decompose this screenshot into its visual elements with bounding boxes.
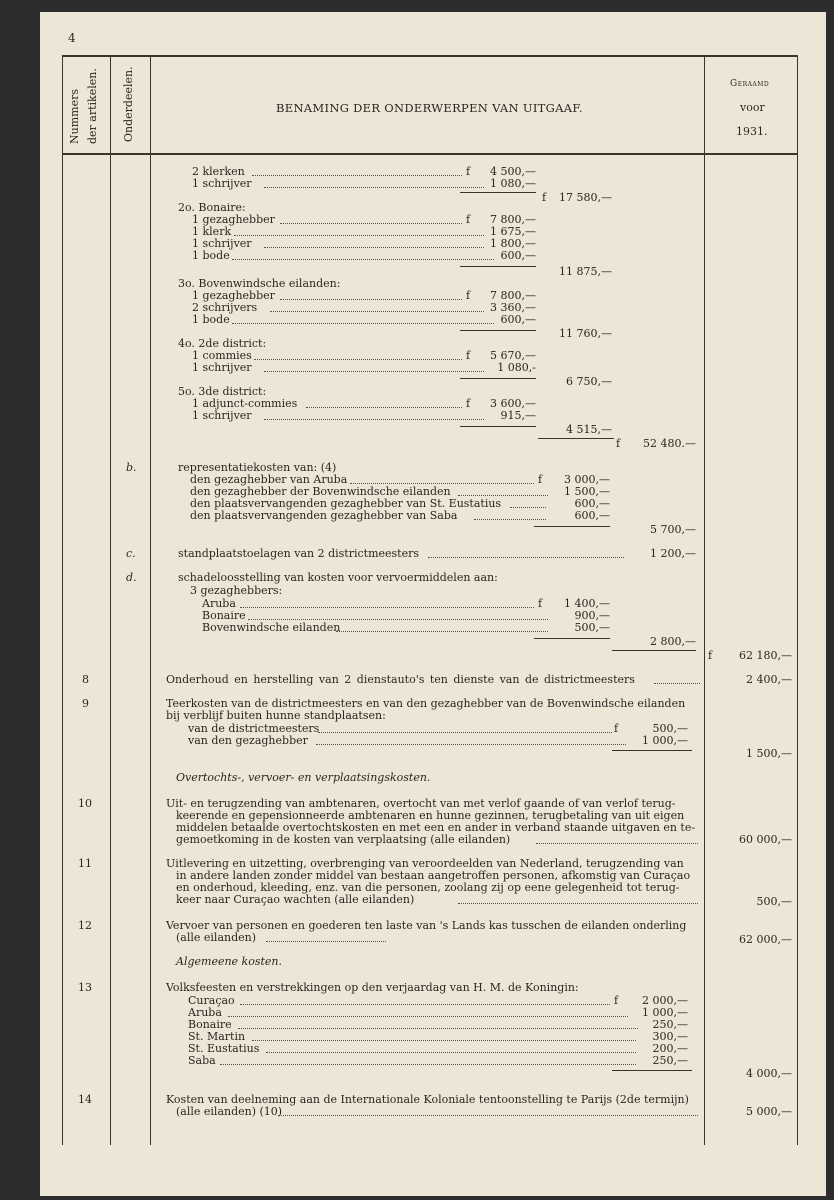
amount: 600,— — [574, 509, 610, 522]
amount: 600,— — [574, 497, 610, 510]
section-heading: representatiekosten van: (4) — [178, 461, 337, 474]
header-voor: voor — [740, 101, 765, 114]
leader-dots — [350, 483, 534, 484]
leader-dots — [232, 259, 494, 260]
amount: 1 500,— — [564, 485, 610, 498]
header-nummers: Nummers — [68, 89, 81, 144]
article-number: 9 — [82, 697, 89, 710]
header-geraamd: Geraamd — [730, 79, 770, 89]
amount: 1 400,— — [564, 597, 610, 610]
sub-letter: c. — [126, 547, 136, 560]
line-label: den plaatsvervangenden gezaghebber van St. Eustatius — [190, 497, 502, 510]
leader-dots — [654, 683, 700, 684]
subtotal-rule — [460, 266, 536, 267]
florin-sign: f — [614, 722, 619, 735]
leader-dots — [510, 507, 546, 508]
amount: 5 670,— — [490, 349, 536, 362]
leader-dots — [220, 1064, 636, 1065]
leader-dots — [336, 631, 548, 632]
amount: 62 180,— — [739, 649, 792, 662]
amount: 7 800,— — [490, 213, 536, 226]
subtotal-rule — [460, 192, 536, 193]
amount: 200,— — [652, 1042, 688, 1055]
column-rule — [704, 55, 705, 1145]
leader-dots — [232, 323, 494, 324]
line-label: den gezaghebber van Aruba — [190, 473, 348, 486]
section-heading: 3o. Bovenwindsche eilanden: — [178, 277, 341, 290]
amount: 1 800,— — [490, 237, 536, 250]
amount: 500,— — [756, 895, 792, 908]
florin-sign: f — [614, 994, 619, 1007]
section-heading: 4o. 2de district: — [178, 337, 267, 350]
article-text: keerende en gepensionneerde ambtenaren en hunne gezinnen, terugbetaling van uit eigen — [176, 809, 685, 822]
leader-dots — [254, 359, 462, 360]
leader-dots — [458, 495, 548, 496]
item-label: Bonaire — [188, 1018, 232, 1031]
leader-dots — [280, 223, 462, 224]
leader-dots — [278, 1115, 698, 1116]
leader-dots — [474, 519, 546, 520]
amount: 4 500,— — [490, 165, 536, 178]
leader-dots — [318, 732, 612, 733]
amount: 250,— — [652, 1054, 688, 1067]
line-label: 1 klerk — [192, 225, 232, 238]
amount: 60 000,— — [739, 833, 792, 846]
section-title: Algemeene kosten. — [176, 955, 282, 968]
article-text: Teerkosten van de districtmeesters en van den gezaghebber van de Bovenwindsche eilanden — [166, 697, 686, 710]
article-text: keer naar Curaçao wachten (alle eilanden) — [176, 893, 415, 906]
document-page — [40, 12, 826, 1196]
article-text: Vervoer van personen en goederen ten laste van 's Lands kas tusschen de eilanden onderling — [166, 919, 687, 932]
leader-dots — [264, 371, 484, 372]
article-text: in andere landen zonder middel van bestaan aangetroffen personen, afkomstig van Curaçao — [176, 869, 691, 882]
article-text: Uitlevering en uitzetting, overbrenging van veroordeelden van Nederland, terugzending van — [166, 857, 684, 870]
line-label: den gezaghebber der Bovenwindsche eilanden — [190, 485, 451, 498]
line-label: 1 gezaghebber — [192, 213, 275, 226]
line-label: Bonaire — [202, 609, 246, 622]
header-top-rule — [62, 55, 798, 57]
amount: 5 000,— — [746, 1105, 792, 1118]
amount: 3 360,— — [490, 301, 536, 314]
leader-dots — [228, 1016, 628, 1017]
florin-sign: f — [466, 397, 471, 410]
amount: 900,— — [574, 609, 610, 622]
sub-letter: d. — [126, 571, 137, 584]
subtotal-rule — [460, 330, 536, 331]
florin-sign: f — [466, 289, 471, 302]
amount: 62 000,— — [739, 933, 792, 946]
florin-sign: f — [466, 213, 471, 226]
amount: 52 480.— — [643, 437, 696, 450]
item-label: Aruba — [188, 1006, 222, 1019]
item-label: St. Eustatius — [188, 1042, 260, 1055]
line-label: Aruba — [202, 597, 236, 610]
line-label: den plaatsvervangenden gezaghebber van Saba — [190, 509, 458, 522]
leader-dots — [458, 903, 698, 904]
florin-sign: f — [538, 597, 543, 610]
article-number: 13 — [78, 981, 92, 994]
sub-letter: b. — [126, 461, 137, 474]
leader-dots — [240, 607, 534, 608]
amount: 2 000,— — [642, 994, 688, 1007]
subtotal-rule — [612, 750, 692, 751]
line-label: 2 klerken — [192, 165, 245, 178]
line-label: 3 gezaghebbers: — [190, 584, 283, 597]
article-text: (alle eilanden) (10) — [176, 1105, 283, 1118]
article-text: bij verblijf buiten hunne standplaatsen: — [166, 709, 386, 722]
header-year: 1931. — [736, 125, 768, 138]
amount: 5 700,— — [650, 523, 696, 536]
subtotal-rule — [460, 378, 536, 379]
line-label: 1 schrijver — [192, 237, 252, 250]
line-label: 1 bode — [192, 249, 230, 262]
line-label: 1 schrijver — [192, 177, 252, 190]
subtotal-rule — [538, 438, 614, 439]
header-benaming: BENAMING DER ONDERWERPEN VAN UITGAAF. — [276, 101, 583, 115]
line-label: 1 schrijver — [192, 361, 252, 374]
subtotal-rule — [534, 638, 610, 639]
amount: 3 600,— — [490, 397, 536, 410]
amount: 4 000,— — [746, 1067, 792, 1080]
amount: 1 080,- — [497, 361, 536, 374]
column-rule — [150, 55, 151, 1145]
amount: 300,— — [652, 1030, 688, 1043]
leader-dots — [536, 843, 698, 844]
amount: 500,— — [574, 621, 610, 634]
item-label: Curaçao — [188, 994, 235, 1007]
subtotal-rule — [460, 426, 536, 427]
header-bottom-rule — [62, 153, 798, 155]
section-heading: 5o. 3de district: — [178, 385, 267, 398]
leader-dots — [238, 1028, 638, 1029]
line-label: van de districtmeesters — [188, 722, 320, 735]
florin-sign: f — [708, 649, 713, 662]
section-heading: schadeloosstelling van kosten voor vervoermiddelen aan: — [178, 571, 498, 584]
amount: 1 500,— — [746, 747, 792, 760]
article-text: en onderhoud, kleeding, enz. van die personen, zoolang zij op eene gelegenheid tot terug- — [176, 881, 680, 894]
amount: 2 400,— — [746, 673, 792, 686]
article-number: 14 — [78, 1093, 92, 1106]
amount: 7 800,— — [490, 289, 536, 302]
article-text: middelen betaalde overtochtskosten en met een en ander in verband staande uitgaven en te- — [176, 821, 696, 834]
line-label: Bovenwindsche eilanden — [202, 621, 341, 634]
amount: 500,— — [652, 722, 688, 735]
amount: 600,— — [500, 313, 536, 326]
article-text: gemoetkoming in de kosten van verplaatsing (alle eilanden) — [176, 833, 511, 846]
amount: 1 000,— — [642, 734, 688, 747]
amount: 11 760,— — [559, 327, 612, 340]
article-number: 8 — [82, 673, 89, 686]
leader-dots — [306, 407, 462, 408]
leader-dots — [428, 557, 624, 558]
leader-dots — [266, 1052, 636, 1053]
florin-sign: f — [466, 349, 471, 362]
line-label: 1 commies — [192, 349, 252, 362]
article-text: (alle eilanden) — [176, 931, 257, 944]
section-heading: 2o. Bonaire: — [178, 201, 246, 214]
florin-sign: f — [542, 191, 547, 204]
leader-dots — [264, 187, 484, 188]
amount: 250,— — [652, 1018, 688, 1031]
florin-sign: f — [616, 437, 621, 450]
article-text: Onderhoud en herstelling van 2 dienstauto's ten dienste van de districtmeesters — [166, 673, 635, 686]
florin-sign: f — [466, 165, 471, 178]
line-label: 1 adjunct-commies — [192, 397, 298, 410]
subtotal-rule — [612, 650, 696, 651]
article-number: 11 — [78, 857, 92, 870]
line-label: standplaatstoelagen van 2 districtmeesters — [178, 547, 420, 560]
amount: 17 580,— — [559, 191, 612, 204]
amount: 1 080,— — [490, 177, 536, 190]
amount: 600,— — [500, 249, 536, 262]
amount: 3 000,— — [564, 473, 610, 486]
leader-dots — [248, 619, 548, 620]
item-label: Saba — [188, 1054, 216, 1067]
line-label: van den gezaghebber — [188, 734, 308, 747]
amount: 2 800,— — [650, 635, 696, 648]
column-rule — [110, 55, 111, 1145]
amount: 915,— — [500, 409, 536, 422]
leader-dots — [240, 1004, 610, 1005]
leader-dots — [264, 419, 484, 420]
article-number: 10 — [78, 797, 92, 810]
leader-dots — [264, 247, 484, 248]
header-onderdeelen: Onderdeelen. — [122, 66, 135, 142]
amount: 1 675,— — [490, 225, 536, 238]
line-label: 2 schrijvers — [192, 301, 258, 314]
item-label: St. Martin — [188, 1030, 246, 1043]
leader-dots — [266, 941, 386, 942]
column-rule — [797, 55, 798, 1145]
leader-dots — [270, 311, 484, 312]
amount: 1 200,— — [650, 547, 696, 560]
amount: 11 875,— — [559, 265, 612, 278]
amount: 1 000,— — [642, 1006, 688, 1019]
leader-dots — [234, 235, 484, 236]
column-rule — [62, 55, 63, 1145]
leader-dots — [252, 1040, 636, 1041]
amount: 4 515,— — [566, 423, 612, 436]
amount: 6 750,— — [566, 375, 612, 388]
page-number: 4 — [68, 31, 76, 45]
article-text: Uit- en terugzending van ambtenaren, overtocht van met verlof gaande of van verlof terug- — [166, 797, 676, 810]
leader-dots — [280, 299, 462, 300]
subtotal-rule — [534, 526, 610, 527]
article-text: Volksfeesten en verstrekkingen op den verjaardag van H. M. de Koningin: — [166, 981, 579, 994]
line-label: 1 bode — [192, 313, 230, 326]
header-artikelen: der artikelen. — [86, 68, 99, 144]
section-title: Overtochts-, vervoer- en verplaatsingskosten. — [176, 771, 431, 784]
subtotal-rule — [612, 1070, 692, 1071]
line-label: 1 gezaghebber — [192, 289, 275, 302]
article-text: Kosten van deelneming aan de Internationale Koloniale tentoonstelling te Parijs (2de termijn) — [166, 1093, 689, 1106]
line-label: 1 schrijver — [192, 409, 252, 422]
leader-dots — [252, 175, 462, 176]
article-number: 12 — [78, 919, 92, 932]
florin-sign: f — [538, 473, 543, 486]
leader-dots — [316, 744, 626, 745]
